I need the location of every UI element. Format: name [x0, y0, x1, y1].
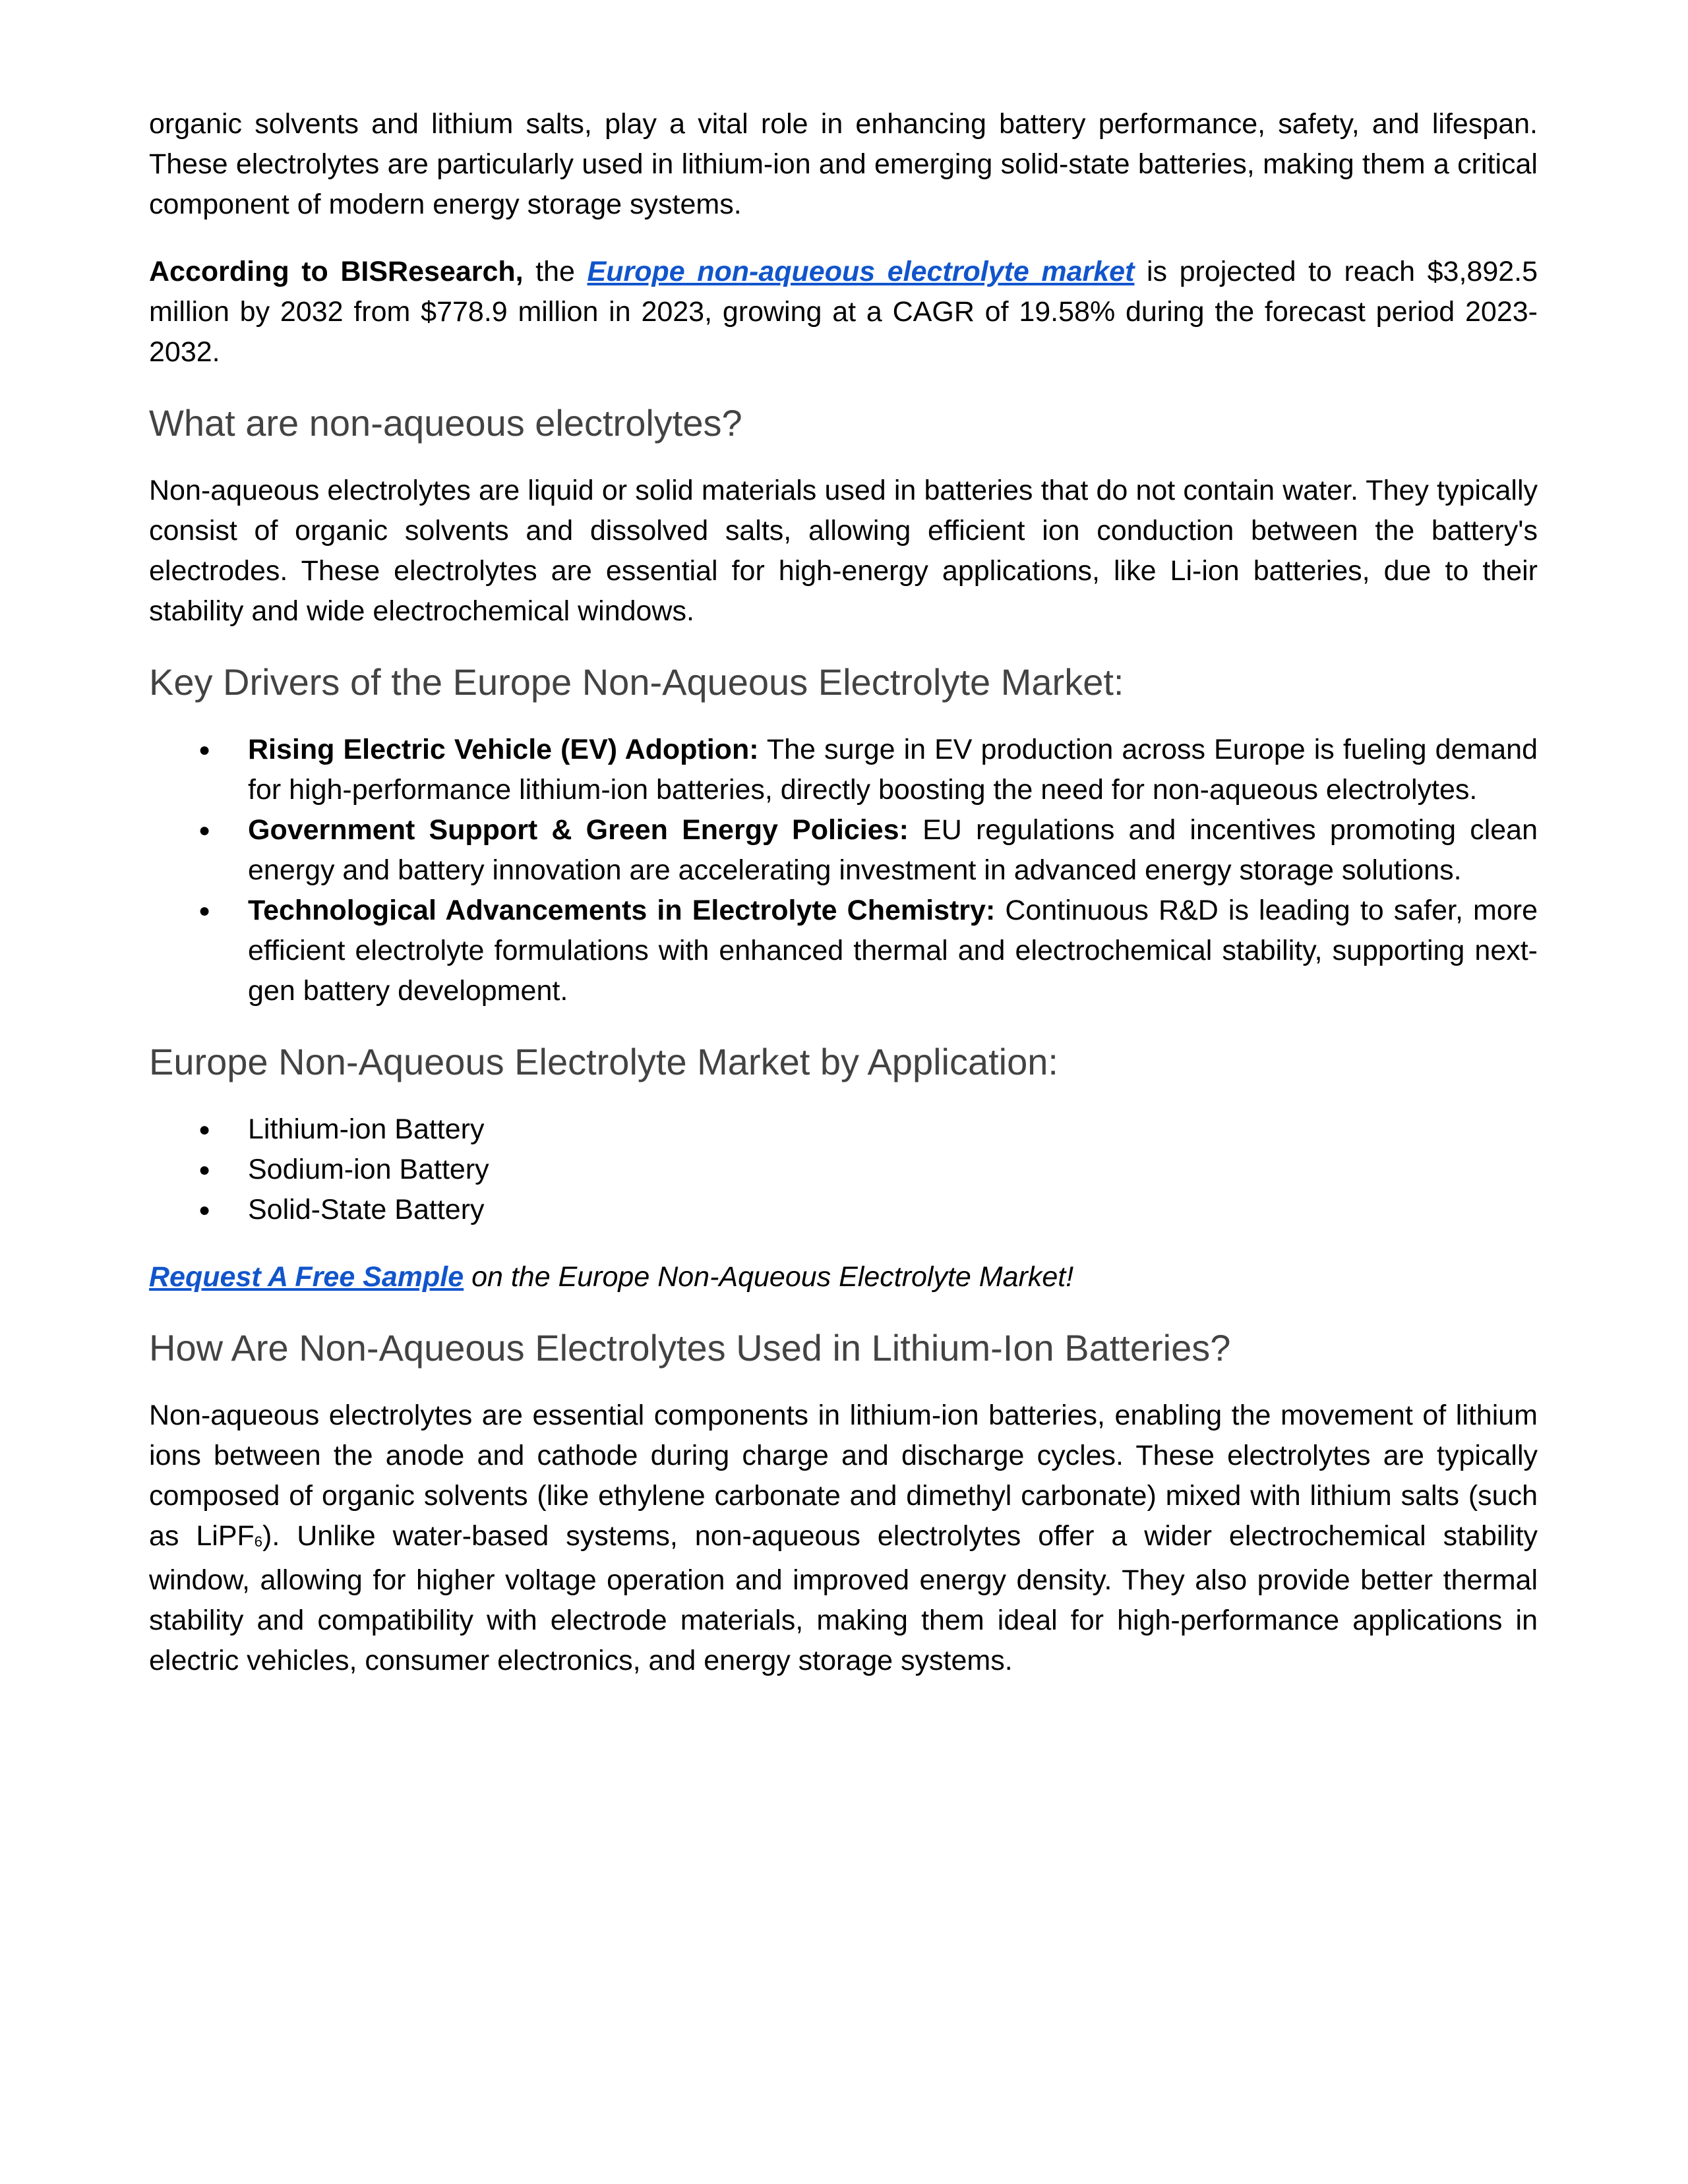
- post-link-text: is projected to reach $3,892.5 million by 2032 from $778.9 million in 2023, growing at a CAGR of 19.58% during the forecast period 2023-2032.: [149, 256, 1538, 368]
- market-projection-paragraph: [149, 252, 1538, 372]
- how-text-after: ). Unlike water-based systems, non-aqueous electrolytes offer a wider electrochemical stability window, allowing for higher voltage operation and improved energy density. They also provide better thermal stability and compatibility with electrode materials, making them ideal for high-performance applications in electric vehicles, consumer electronics, and energy storage systems.: [149, 1520, 1538, 1676]
- driver-title: Rising Electric Vehicle (EV) Adoption:: [248, 734, 759, 765]
- bullet-icon: ●: [198, 739, 211, 761]
- market-report-link[interactable]: Europe non-aqueous electrolyte market: [587, 256, 1135, 287]
- driver-text: Continuous R&D is leading to safer, more efficient electrolyte formulations with enhanced thermal and electrochemical stability, supporting next-gen battery development.: [248, 895, 1538, 1007]
- list-item: [149, 891, 1538, 1011]
- formula: LiPF: [196, 1520, 255, 1552]
- request-sample-link[interactable]: Request A Free Sample: [149, 1261, 464, 1293]
- heading-what-are-electrolytes: What are non-aqueous electrolytes?: [149, 402, 742, 444]
- bullet-icon: ●: [198, 1159, 211, 1181]
- source-lead: According to BISResearch,: [149, 256, 524, 287]
- intro-paragraph: organic solvents and lithium salts, play a vital role in enhancing battery performance, safety, and lifespan. These electrolytes are particularly used in lithium-ion and emerging solid-state batteries, making them a critical component of modern energy storage systems.: [149, 108, 1538, 220]
- driver-text: EU regulations and incentives promoting clean energy and battery innovation are accelerating investment in advanced energy storage solutions.: [248, 814, 1538, 886]
- how-paragraph: [149, 1396, 1538, 1681]
- bullet-icon: ●: [198, 819, 211, 841]
- driver-title: Government Support & Green Energy Policies:: [248, 814, 909, 846]
- driver-title: Technological Advancements in Electrolyte Chemistry:: [248, 895, 996, 926]
- application-label: Sodium-ion Battery: [248, 1154, 489, 1185]
- bullet-icon: ●: [198, 900, 211, 922]
- how-text-before: Non-aqueous electrolytes are essential components in lithium-ion batteries, enabling the movement of lithium ions between the anode and cathode during charge and discharge cycles. These electrolytes are typically composed of organic solvents (like ethylene carbonate and dimethyl carbonate) mixed with lithium salts (such as: [149, 1400, 1538, 1552]
- application-label: Lithium-ion Battery: [248, 1113, 485, 1145]
- list-item: [149, 1109, 1538, 1150]
- sample-text: on the Europe Non-Aqueous Electrolyte Market!: [464, 1261, 1074, 1293]
- application-label: Solid-State Battery: [248, 1194, 485, 1225]
- list-item: [149, 730, 1538, 810]
- application-list: [149, 1109, 1538, 1230]
- list-item: [149, 1150, 1538, 1190]
- heading-how-used: How Are Non-Aqueous Electrolytes Used in Lithium-Ion Batteries?: [149, 1327, 1231, 1369]
- bullet-icon: ●: [198, 1119, 211, 1140]
- pre-link-text: the: [523, 256, 588, 287]
- driver-text: The surge in EV production across Europe is fueling demand for high-performance lithium-ion batteries, directly boosting the need for non-aqueous electrolytes.: [248, 734, 1538, 806]
- heading-key-drivers: Key Drivers of the Europe Non-Aqueous Electrolyte Market:: [149, 661, 1124, 703]
- list-item: [149, 810, 1538, 891]
- heading-by-application: Europe Non-Aqueous Electrolyte Market by Application:: [149, 1041, 1058, 1082]
- list-item: [149, 1190, 1538, 1230]
- formula-subscript: 6: [254, 1533, 263, 1550]
- document-page: [149, 104, 1538, 1681]
- drivers-list: [149, 730, 1538, 1011]
- sample-request-paragraph: [149, 1257, 1538, 1297]
- bullet-icon: ●: [198, 1199, 211, 1221]
- what-paragraph: Non-aqueous electrolytes are liquid or solid materials used in batteries that do not contain water. They typically consist of organic solvents and dissolved salts, allowing efficient ion conduction between the battery's electrodes. These electrolytes are essential for high-energy applications, like Li-ion batteries, due to their stability and wide electrochemical windows.: [149, 475, 1538, 627]
